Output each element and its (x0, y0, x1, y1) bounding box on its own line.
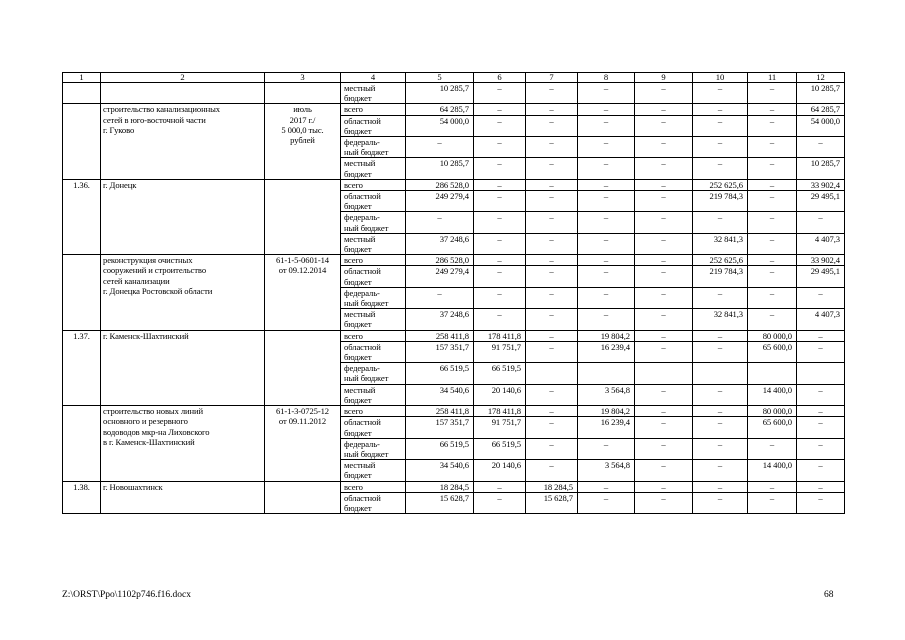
value-cell: – (578, 212, 635, 233)
value-cell: – (693, 83, 748, 104)
funding-source: местный бюджет (341, 384, 406, 405)
value-cell: 4 407,3 (797, 309, 845, 330)
value-cell: 32 841,3 (693, 309, 748, 330)
item-name: г. Донецк (101, 179, 265, 254)
header-cell: 8 (578, 73, 635, 83)
value-cell: 14 400,0 (748, 460, 797, 481)
item-deadline: июль 2017 г./ 5 000,0 тыс. рублей (265, 104, 341, 179)
value-cell: – (635, 384, 693, 405)
value-cell: – (578, 115, 635, 136)
value-cell: – (526, 266, 578, 287)
value-cell: – (474, 158, 526, 179)
value-cell: – (748, 115, 797, 136)
value-cell: 252 625,6 (693, 179, 748, 190)
value-cell: – (748, 309, 797, 330)
funding-source: всего (341, 179, 406, 190)
table-row (63, 255, 845, 266)
value-cell: 64 285,7 (406, 104, 474, 115)
value-cell (748, 363, 797, 384)
value-cell: – (635, 137, 693, 158)
funding-source: областной бюджет (341, 115, 406, 136)
value-cell: – (526, 330, 578, 341)
table-row (63, 481, 845, 492)
value-cell: 3 564,8 (578, 460, 635, 481)
value-cell: – (693, 406, 748, 417)
value-cell: 16 239,4 (578, 341, 635, 362)
value-cell: – (693, 460, 748, 481)
value-cell: – (526, 438, 578, 459)
value-cell: – (635, 287, 693, 308)
value-cell: – (526, 233, 578, 254)
value-cell: 65 600,0 (748, 341, 797, 362)
value-cell: – (526, 287, 578, 308)
value-cell: 10 285,7 (797, 158, 845, 179)
value-cell: – (693, 492, 748, 513)
item-number: 1.36. (63, 179, 101, 254)
value-cell: 91 751,7 (474, 417, 526, 438)
value-cell: – (635, 481, 693, 492)
funding-source: федераль- ный бюджет (341, 438, 406, 459)
value-cell: – (797, 460, 845, 481)
header-cell: 4 (341, 73, 406, 83)
header-row (63, 73, 845, 83)
header-cell: 1 (63, 73, 101, 83)
funding-source: местный бюджет (341, 309, 406, 330)
value-cell: – (578, 309, 635, 330)
value-cell: – (526, 104, 578, 115)
value-cell: – (635, 417, 693, 438)
value-cell: 66 519,5 (474, 363, 526, 384)
value-cell: 33 902,4 (797, 179, 845, 190)
value-cell: 252 625,6 (693, 255, 748, 266)
value-cell: 19 804,2 (578, 406, 635, 417)
value-cell: – (748, 137, 797, 158)
value-cell: – (748, 83, 797, 104)
funding-source: федераль- ный бюджет (341, 212, 406, 233)
value-cell: 16 239,4 (578, 417, 635, 438)
value-cell: – (578, 233, 635, 254)
budget-table (62, 72, 845, 514)
value-cell (635, 363, 693, 384)
funding-source: всего (341, 481, 406, 492)
value-cell: – (526, 460, 578, 481)
value-cell: 10 285,7 (797, 83, 845, 104)
funding-source: областной бюджет (341, 492, 406, 513)
value-cell: – (526, 158, 578, 179)
value-cell: – (693, 287, 748, 308)
value-cell: 66 519,5 (474, 438, 526, 459)
value-cell: – (635, 255, 693, 266)
value-cell: – (748, 179, 797, 190)
value-cell: – (635, 212, 693, 233)
value-cell: – (578, 481, 635, 492)
item-name: строительство канализационных сетей в юго-восточной части г. Гуково (101, 104, 265, 179)
value-cell: – (578, 137, 635, 158)
value-cell: – (474, 255, 526, 266)
value-cell: 18 284,5 (526, 481, 578, 492)
funding-source: местный бюджет (341, 460, 406, 481)
value-cell: 32 841,3 (693, 233, 748, 254)
value-cell: 20 140,6 (474, 384, 526, 405)
funding-source: местный бюджет (341, 233, 406, 254)
value-cell: 54 000,0 (797, 115, 845, 136)
value-cell: – (748, 104, 797, 115)
value-cell: – (797, 212, 845, 233)
value-cell: – (693, 417, 748, 438)
value-cell: – (406, 287, 474, 308)
value-cell: – (474, 83, 526, 104)
value-cell: – (578, 287, 635, 308)
funding-source: областной бюджет (341, 191, 406, 212)
value-cell: 219 784,3 (693, 191, 748, 212)
value-cell: – (526, 137, 578, 158)
value-cell: – (797, 481, 845, 492)
item-name: г. Новошахтинск (101, 481, 265, 514)
value-cell: 3 564,8 (578, 384, 635, 405)
value-cell: 286 528,0 (406, 179, 474, 190)
item-deadline: 61-1-3-0725-12 от 09.11.2012 (265, 406, 341, 481)
value-cell: – (635, 83, 693, 104)
value-cell: 178 411,8 (474, 406, 526, 417)
value-cell: – (797, 384, 845, 405)
value-cell: – (526, 212, 578, 233)
value-cell: 4 407,3 (797, 233, 845, 254)
value-cell (578, 363, 635, 384)
value-cell: – (474, 212, 526, 233)
value-cell: – (526, 341, 578, 362)
value-cell: – (578, 492, 635, 513)
value-cell: – (474, 115, 526, 136)
funding-source: всего (341, 255, 406, 266)
value-cell: 249 279,4 (406, 191, 474, 212)
value-cell: – (635, 341, 693, 362)
value-cell: 20 140,6 (474, 460, 526, 481)
value-cell: – (748, 481, 797, 492)
value-cell: – (748, 492, 797, 513)
funding-source: федераль- ный бюджет (341, 363, 406, 384)
funding-source: местный бюджет (341, 83, 406, 104)
table-row (63, 179, 845, 190)
value-cell: – (693, 115, 748, 136)
value-cell: – (693, 438, 748, 459)
value-cell: – (635, 191, 693, 212)
funding-source: всего (341, 104, 406, 115)
value-cell: – (797, 330, 845, 341)
value-cell: – (635, 330, 693, 341)
value-cell: 219 784,3 (693, 266, 748, 287)
value-cell: – (578, 179, 635, 190)
header-cell: 9 (635, 73, 693, 83)
value-cell: – (526, 191, 578, 212)
funding-source: всего (341, 406, 406, 417)
value-cell: – (474, 137, 526, 158)
value-cell: – (797, 287, 845, 308)
value-cell: – (635, 266, 693, 287)
value-cell: – (474, 179, 526, 190)
value-cell: 64 285,7 (797, 104, 845, 115)
value-cell: – (474, 266, 526, 287)
item-deadline (265, 330, 341, 405)
item-number (63, 255, 101, 330)
item-deadline (265, 179, 341, 254)
value-cell: 178 411,8 (474, 330, 526, 341)
value-cell: – (797, 492, 845, 513)
value-cell: – (748, 158, 797, 179)
value-cell: 37 248,6 (406, 233, 474, 254)
table-row (63, 330, 845, 341)
value-cell: 29 495,1 (797, 191, 845, 212)
value-cell: – (474, 287, 526, 308)
value-cell: – (748, 287, 797, 308)
funding-source: областной бюджет (341, 266, 406, 287)
value-cell: – (797, 406, 845, 417)
value-cell: 157 351,7 (406, 417, 474, 438)
header-cell: 6 (474, 73, 526, 83)
file-path: Z:\ORST\Ppo\1102p746.f16.docx (62, 590, 191, 600)
value-cell (797, 363, 845, 384)
value-cell: – (474, 104, 526, 115)
value-cell: 10 285,7 (406, 83, 474, 104)
value-cell: – (693, 158, 748, 179)
value-cell: 19 804,2 (578, 330, 635, 341)
header-cell: 7 (526, 73, 578, 83)
value-cell: – (526, 384, 578, 405)
header-cell: 5 (406, 73, 474, 83)
value-cell: – (748, 438, 797, 459)
value-cell: 80 000,0 (748, 406, 797, 417)
value-cell (526, 363, 578, 384)
value-cell: – (474, 233, 526, 254)
value-cell: 29 495,1 (797, 266, 845, 287)
value-cell: – (748, 233, 797, 254)
value-cell: – (693, 481, 748, 492)
value-cell: 34 540,6 (406, 384, 474, 405)
value-cell: 66 519,5 (406, 363, 474, 384)
value-cell: 18 284,5 (406, 481, 474, 492)
item-deadline (265, 83, 341, 104)
table-row (63, 406, 845, 417)
item-number (63, 406, 101, 481)
value-cell: – (635, 104, 693, 115)
header-cell: 2 (101, 73, 265, 83)
item-number (63, 104, 101, 179)
value-cell: – (748, 212, 797, 233)
value-cell: 33 902,4 (797, 255, 845, 266)
value-cell: – (635, 460, 693, 481)
item-number: 1.38. (63, 481, 101, 514)
header-cell: 11 (748, 73, 797, 83)
value-cell: – (406, 212, 474, 233)
value-cell: 157 351,7 (406, 341, 474, 362)
value-cell: – (406, 137, 474, 158)
value-cell: 286 528,0 (406, 255, 474, 266)
item-name: г. Каменск-Шахтинский (101, 330, 265, 405)
header-cell: 3 (265, 73, 341, 83)
value-cell: – (635, 115, 693, 136)
item-name: строительство новых линий основного и резервного водоводов мкр-на Лиховского в г. Каменск-Шахтинский (101, 406, 265, 481)
value-cell: – (578, 104, 635, 115)
header-cell: 12 (797, 73, 845, 83)
funding-source: всего (341, 330, 406, 341)
value-cell: – (635, 233, 693, 254)
value-cell: 91 751,7 (474, 341, 526, 362)
value-cell: – (693, 384, 748, 405)
value-cell: – (635, 158, 693, 179)
item-deadline (265, 481, 341, 514)
value-cell: 37 248,6 (406, 309, 474, 330)
value-cell: 10 285,7 (406, 158, 474, 179)
value-cell: – (693, 341, 748, 362)
value-cell: 80 000,0 (748, 330, 797, 341)
value-cell: – (578, 83, 635, 104)
value-cell: – (578, 191, 635, 212)
value-cell (693, 363, 748, 384)
value-cell: 15 628,7 (526, 492, 578, 513)
value-cell: – (693, 330, 748, 341)
item-number: 1.37. (63, 330, 101, 405)
value-cell: – (526, 115, 578, 136)
funding-source: областной бюджет (341, 341, 406, 362)
value-cell: 66 519,5 (406, 438, 474, 459)
funding-source: местный бюджет (341, 158, 406, 179)
item-number (63, 83, 101, 104)
header-cell: 10 (693, 73, 748, 83)
value-cell: – (578, 438, 635, 459)
value-cell: – (526, 309, 578, 330)
value-cell: – (526, 417, 578, 438)
value-cell: – (748, 191, 797, 212)
value-cell: – (748, 266, 797, 287)
value-cell: – (474, 309, 526, 330)
funding-source: федераль- ный бюджет (341, 137, 406, 158)
value-cell: – (578, 266, 635, 287)
value-cell: – (578, 255, 635, 266)
item-name: реконструкция очистных сооружений и строительство сетей канализации г. Донецка Ростовской области (101, 255, 265, 330)
value-cell: 258 411,8 (406, 406, 474, 417)
value-cell: – (635, 438, 693, 459)
value-cell: – (474, 481, 526, 492)
value-cell: – (797, 417, 845, 438)
value-cell: – (526, 83, 578, 104)
value-cell: – (797, 137, 845, 158)
table-row (63, 104, 845, 115)
value-cell: – (526, 255, 578, 266)
value-cell: – (635, 179, 693, 190)
value-cell: – (578, 158, 635, 179)
value-cell: 14 400,0 (748, 384, 797, 405)
value-cell: 34 540,6 (406, 460, 474, 481)
value-cell: – (635, 492, 693, 513)
table-body (63, 73, 845, 514)
value-cell: – (797, 438, 845, 459)
value-cell: 249 279,4 (406, 266, 474, 287)
value-cell: – (748, 255, 797, 266)
item-deadline: 61-1-5-0601-14 от 09.12.2014 (265, 255, 341, 330)
value-cell: – (635, 406, 693, 417)
value-cell: 54 000,0 (406, 115, 474, 136)
value-cell: 258 411,8 (406, 330, 474, 341)
value-cell: – (693, 137, 748, 158)
item-name (101, 83, 265, 104)
value-cell: – (693, 104, 748, 115)
value-cell: – (474, 492, 526, 513)
table-row (63, 83, 845, 104)
value-cell: – (526, 406, 578, 417)
funding-source: областной бюджет (341, 417, 406, 438)
value-cell: 65 600,0 (748, 417, 797, 438)
value-cell: – (797, 341, 845, 362)
value-cell: – (693, 212, 748, 233)
value-cell: – (474, 191, 526, 212)
value-cell: 15 628,7 (406, 492, 474, 513)
value-cell: – (635, 309, 693, 330)
funding-source: федераль- ный бюджет (341, 287, 406, 308)
page-number: 68 (824, 590, 834, 600)
value-cell: – (526, 179, 578, 190)
